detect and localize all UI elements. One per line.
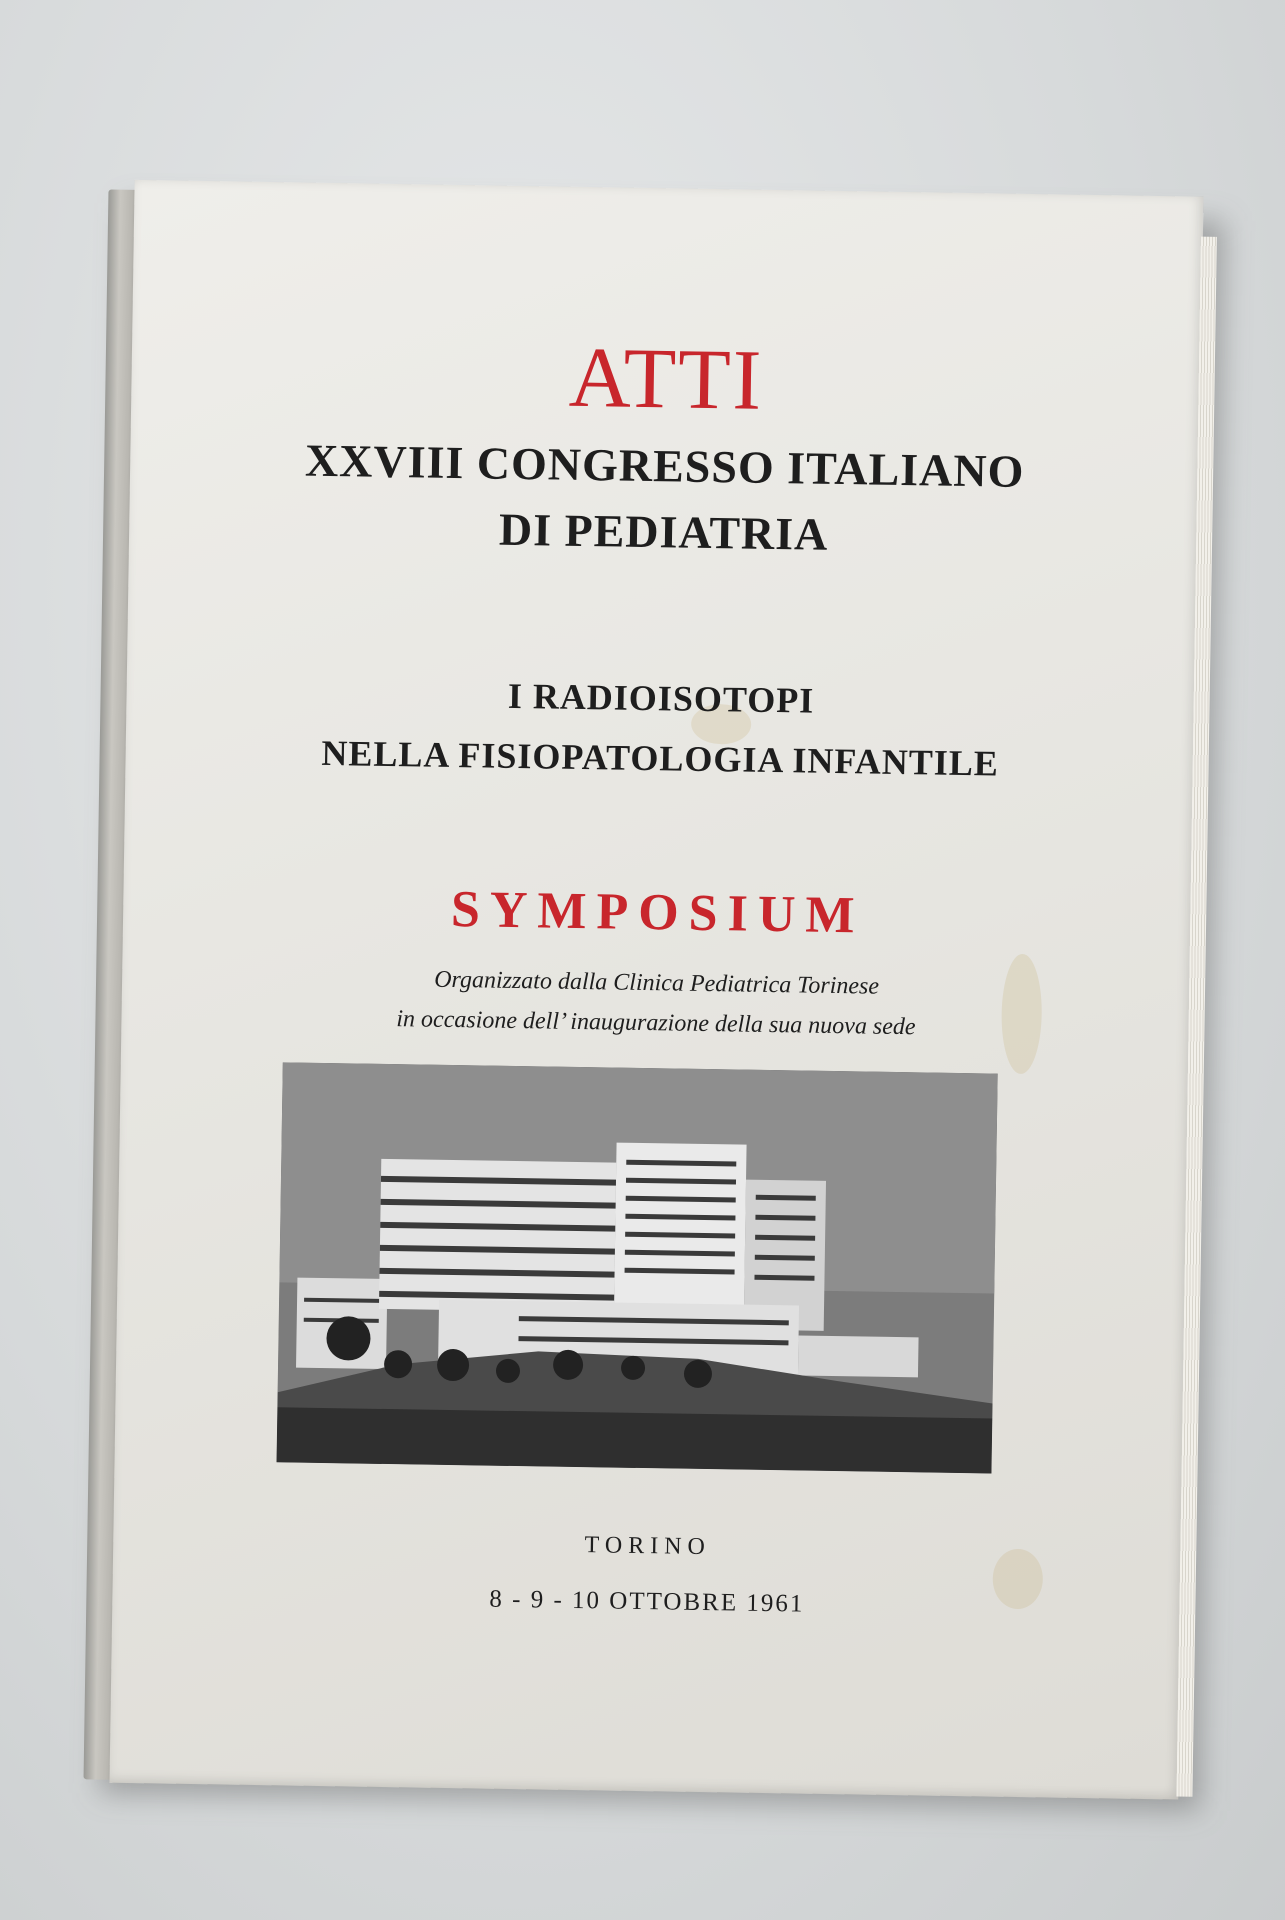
building-photo xyxy=(277,1062,998,1473)
cover-title-atti: ATTI xyxy=(568,328,764,428)
book xyxy=(83,179,1203,1799)
organizer-note xyxy=(121,955,1191,1052)
topic-line-2: NELLA FISIOPATOLOGIA INFANTILE xyxy=(321,732,1000,784)
organizer-line-1: Organizzato dalla Clinica Pediatrica Torinese xyxy=(433,966,880,1000)
symposium-heading: SYMPOSIUM xyxy=(450,880,865,945)
city-label: TORINO xyxy=(584,1532,712,1561)
congress-line-2: DI PEDIATRIA xyxy=(498,503,829,560)
building-illustration xyxy=(277,1062,998,1473)
topic-line-1: I RADIOISOTOPI xyxy=(507,675,815,721)
organizer-line-2: in occasione dell’ inaugurazione della sua nuova sede xyxy=(396,1006,916,1041)
book-cover xyxy=(109,180,1203,1800)
date-label: 8 - 9 - 10 OTTOBRE 1961 xyxy=(489,1585,805,1618)
congress-title xyxy=(129,425,1200,574)
congress-line-1: XXVIII CONGRESSO ITALIANO xyxy=(304,434,1025,497)
topic-title xyxy=(125,660,1196,797)
